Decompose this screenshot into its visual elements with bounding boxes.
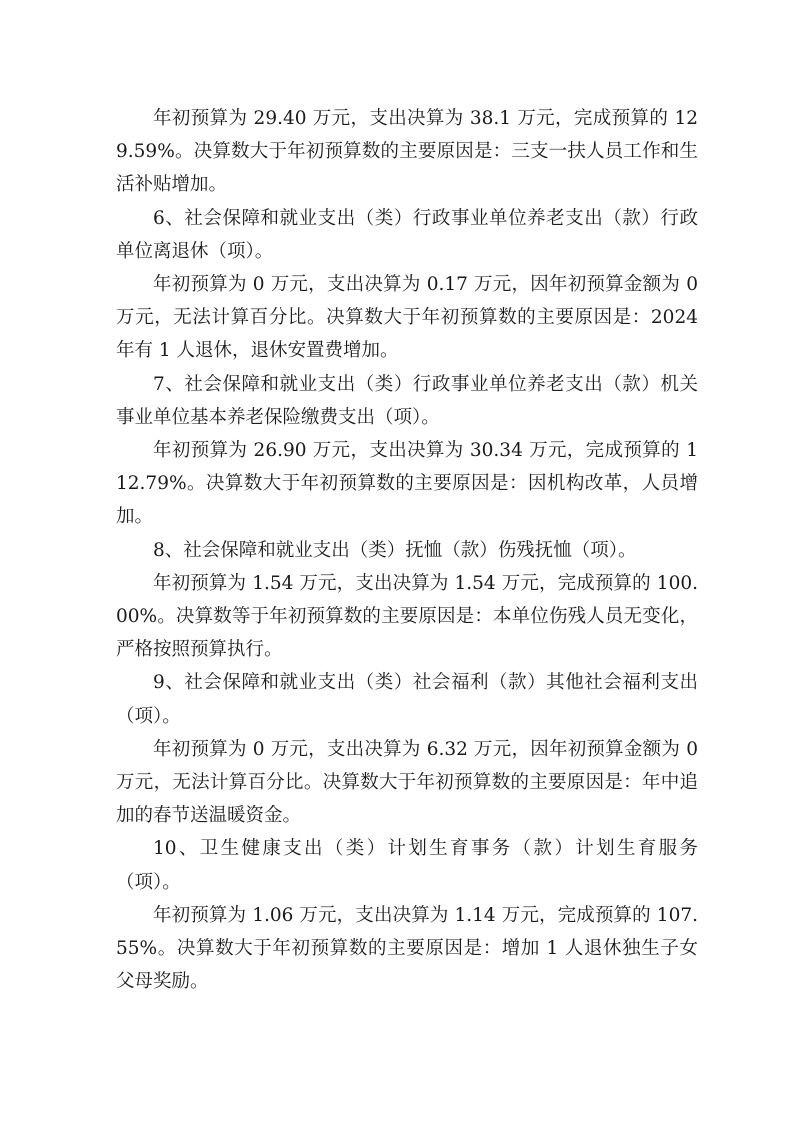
document-page xyxy=(116,102,698,998)
paragraph-item-9-heading: 9、社会保障和就业支出（类）社会福利（款）其他社会福利支出（项）。 xyxy=(116,672,698,727)
paragraph-item-10-heading: 10、卫生健康支出（类）计划生育事务（款）计划生育服务（项）。 xyxy=(116,838,698,893)
paragraph-item-7-heading: 7、社会保障和就业支出（类）行政事业单位养老支出（款）机关事业单位基本养老保险缴费支出（项）。 xyxy=(116,373,698,428)
paragraph-item-9-detail: 年初预算为 0 万元，支出决算为 6.32 万元，因年初预算金额为 0 万元，无法计算百分比。决算数大于年初预算数的主要原因是：年中追加的春节送温暖资金。 xyxy=(116,738,698,827)
paragraph-item-8-heading: 8、社会保障和就业支出（类）抚恤（款）伤残抚恤（项）。 xyxy=(153,539,637,561)
paragraph-item-6-detail: 年初预算为 0 万元，支出决算为 0.17 万元，因年初预算金额为 0 万元，无法计算百分比。决算数大于年初预算数的主要原因是：2024 年有 1 人退休，退休安置费增加。 xyxy=(116,274,698,362)
paragraph-item-10-detail: 年初预算为 1.06 万元，支出决算为 1.14 万元，完成预算的 107.55%。决算数大于年初预算数的主要原因是：增加 1 人退休独生子女父母奖励。 xyxy=(116,904,698,993)
paragraph-item-8-detail: 年初预算为 1.54 万元，支出决算为 1.54 万元，完成预算的 100.00%。决算数等于年初预算数的主要原因是：本单位伤残人员无变化，严格按照预算执行。 xyxy=(116,572,698,661)
paragraph-item-7-detail: 年初预算为 26.90 万元，支出决算为 30.34 万元，完成预算的 112.79%。决算数大于年初预算数的主要原因是：因机构改革，人员增加。 xyxy=(116,440,698,528)
paragraph-item-6-heading: 6、社会保障和就业支出（类）行政事业单位养老支出（款）行政单位离退休（项）。 xyxy=(116,207,698,262)
paragraph-budget-item-5-detail: 年初预算为 29.40 万元，支出决算为 38.1 万元，完成预算的 129.59%。决算数大于年初预算数的主要原因是：三支一扶人员工作和生活补贴增加。 xyxy=(116,108,698,196)
